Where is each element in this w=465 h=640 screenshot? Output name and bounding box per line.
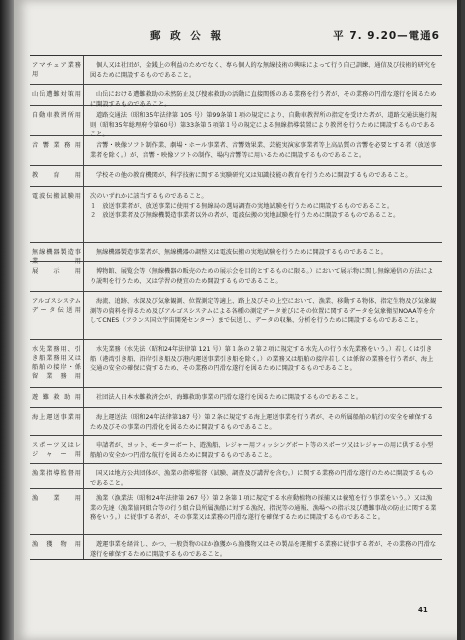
row-description: [84, 106, 442, 139]
row-label: 漁業指導監督用: [30, 464, 84, 488]
row-description: [84, 489, 442, 534]
table-row: [30, 166, 442, 187]
row-description: [84, 85, 442, 108]
description-text: 学校その他の教育機関が、科学技術に関する実験研究又は知識技能の教育を行うために開設するものであること。: [96, 172, 412, 179]
table-row: [30, 56, 442, 85]
issue-info: 平 7. 9.20—電通6: [333, 30, 440, 42]
publication-title: 郵 政 公 報: [150, 30, 224, 42]
description-text: 国又は地方公共団体が、漁業の指導監督（試験、調査及び講習を含む。）に関する業務の円滑な遂行のために開設するものであること。: [90, 470, 434, 487]
row-description: [84, 262, 442, 291]
row-description: [84, 292, 442, 339]
row-label: アマチュア業務用: [30, 56, 84, 84]
table-row: [30, 136, 442, 166]
row-description: [84, 166, 442, 186]
row-label: スポーツ又はレジャー用: [30, 436, 84, 463]
description-text: 漁業（漁業法（昭和24年法律第 267 号）第２条第１項に規定する水産動植物の採捕又は養殖を行う事業をいう。）又は漁業の先達（漁業協同組合等の行う組合員所属漁船に対する漁況、指況等の通報、漁場への指示及び遭難事故の防止に関する業務をいう。）に従事する者が、その事業又は業務の円滑な遂行を確保するために開設するものであること。: [90, 495, 437, 522]
table-row: [30, 436, 442, 464]
page-header: [150, 28, 440, 43]
page-number: 41: [418, 606, 428, 614]
description-list-item: １ 放送事業者が、放送事業に使用する無線局の選局調査の実地試験を行うために開設するものであること。: [90, 202, 394, 210]
row-description: [84, 535, 442, 559]
table-row: [30, 535, 442, 559]
row-description: [84, 187, 442, 242]
description-text: 博物館、展覧会等（無線機器の販売のための展示会を目的とするものに限る。）において展示物に関し無線通信の方法により説明を行うため、又は学習の便宜のため開設するものであること。: [90, 268, 434, 285]
row-label: 山岳遭難対策用: [30, 85, 84, 105]
table-row: [30, 106, 442, 139]
row-description: [84, 136, 442, 165]
description-text: 遊運事業を経営し、かつ、一般貨物のほか漁獲から漁獲物又はその製品を運搬する業務に従事する者が、その業務の円滑な遂行を確保するために開設するものであること。: [90, 541, 437, 558]
table-row: [30, 464, 442, 489]
table-row: [30, 243, 442, 265]
description-text: 無線機器製造事業者が、無線機器の調整又は電波伝搬の実地試験を行うために開設するものであること。: [96, 249, 387, 256]
description-text: 次のいずれかに該当するものであること。: [90, 193, 208, 200]
table-row: [30, 262, 442, 292]
table-row: [30, 388, 442, 408]
purpose-table: [30, 55, 442, 560]
row-label: 海上運送事業用: [30, 408, 84, 435]
row-description: [84, 56, 442, 84]
description-text: 海上運送法（昭和24年法律第187 号）第２条に規定する海上運送事業を行う者が、その所属船舶の航行の安全を確保するため及びその事業の円滑化を図るために開設するものであること。: [90, 414, 434, 431]
row-label: 漁獲物用: [30, 535, 84, 559]
row-description: [84, 388, 442, 407]
description-text: 道路交通法（昭和35年法律第 105 号）第99条第１項の規定により、自動車教習所の指定を受けた者が、道路交通法施行規則（昭和35年総理府令第60号）第33条第５項第１号の規定による無線指導装置により教習を行うために開設するものであること。: [90, 112, 437, 139]
table-row: [30, 292, 442, 340]
row-label: 音響業務用: [30, 136, 84, 165]
description-list-item: ２ 放送事業者及び無線機製造事業者以外の者が、電波伝搬の実地試験を行うために開設するものであること。: [90, 212, 400, 220]
description-text: 山岳における遭難救助の未然防止及び捜索救助の活動に直接関係のある業務を行う者が、その業務の円滑な遂行を図るために開設するものであること。: [90, 91, 437, 108]
row-label: 無線機器製造事業用: [30, 243, 84, 261]
row-description: [84, 243, 442, 261]
table-row: [30, 340, 442, 388]
description-text: 申請者が、ヨット、モーターボート、遊漁船、レジャー用フィッシングボート等のスポーツ又はレジャーの用に供する小型船舶の安全かつ円滑な航行を図るために開設するものであること。: [90, 442, 434, 459]
row-label: 水先業務用、引き船業務用又は船舶の接岸・係留業務用: [30, 340, 84, 387]
row-description: [84, 408, 442, 435]
table-row: [30, 85, 442, 106]
row-label: 教育用: [30, 166, 84, 186]
description-text: 水先業務（水先法（昭和24年法律第 121 号）第１条の２第２項に規定する水先人の行う水先業務をいう。）若しくは引き船（港湾引き船、沿岸引き船及び港内運送事業引き船を除く。）の業務又は船舶の接岸若しくは係留の業務を行う者が、海上交通の安全の確保に資するため、その業務の円滑な遂行を図るために開設するものであること。: [90, 346, 434, 373]
description-text: 音響・映像ソフト制作業、劇場・ホール事業者、音響効果業、芸能実演家事業者等上高品質の音響を必要とする者（放送事業者を除く。）が、音響・映像ソフトの制作、場内音響等に用いるために開設するものであること。: [90, 142, 437, 159]
row-label: 電波伝搬試験用: [30, 187, 84, 242]
row-description: [84, 464, 442, 488]
description-text: 社団法人日本水難救済会が、海難救助事業の円滑な遂行を図るために開設するものであること。: [96, 394, 363, 401]
row-label: アルゴスシステムデータ伝送用: [30, 292, 84, 339]
row-label: 漁業用: [30, 489, 84, 534]
table-row: [30, 408, 442, 436]
row-label: 自動車教習所用: [30, 106, 84, 135]
description-text: 海流、追跡、水深及び気象観測、位置測定等適上、路上及びその上空において、漁業、移動する物体、指定生物及び気象観測等の資料を得るため及びアルゴスシステムによる各種の測定データ並びにその位置に関するデータを気象衛星NOAA等を介してCNES（フランス国立宇宙開発センター）まで伝送し、データの収集、分析を行うために開設するものであること。: [90, 298, 437, 325]
row-description: [84, 340, 442, 387]
row-description: [84, 436, 442, 463]
table-row: [30, 489, 442, 535]
description-text: 個人又は社団が、金銭上の利益のためでなく、専ら個人的な無線技術の興味によって行う自己訓練、通信及び技術的研究を図るために開設するものであること。: [90, 62, 437, 79]
table-row: [30, 187, 442, 243]
binding-spine: [0, 0, 14, 640]
row-label: 遊難救助用: [30, 388, 84, 407]
row-label: 展示用: [30, 262, 84, 291]
